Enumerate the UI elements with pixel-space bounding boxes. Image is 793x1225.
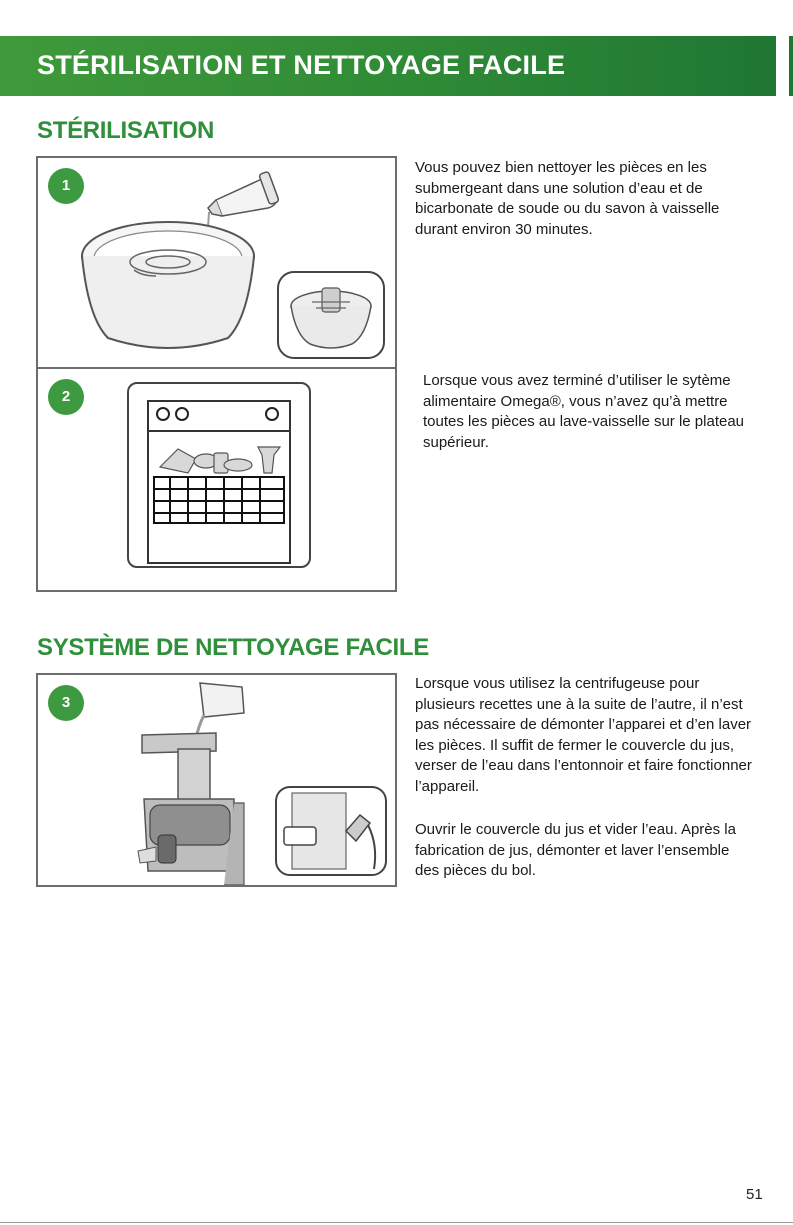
- dishwasher-illustration: [38, 369, 395, 590]
- step-badge-2: 2: [48, 379, 84, 415]
- page-edge-marker: [789, 36, 793, 96]
- section-title-sterilisation: STÉRILISATION: [37, 117, 214, 144]
- step-1-text: Vous pouvez bien nettoyer les pièces en les submergeant dans une solution d’eau et de bicarbonate de soude ou du savon à vaisselle durant environ 30 minutes.: [415, 159, 720, 238]
- page-title: STÉRILISATION ET NETTOYAGE FACILE: [37, 50, 566, 80]
- step-3-text-2: Ouvrir le couvercle du jus et vider l’eau. Après la fabrication de jus, démonter et laver l’ensemble des pièces du bol.: [415, 821, 736, 879]
- step-badge-3: 3: [48, 685, 84, 721]
- bowl-soaking-illustration: [38, 158, 395, 367]
- illustration-panel-3: [36, 673, 397, 887]
- header-banner: [0, 36, 776, 96]
- section-title-nettoyage: SYSTÈME DE NETTOYAGE FACILE: [37, 634, 429, 661]
- juicer-illustration: [38, 675, 395, 885]
- illustration-panel-2: [36, 367, 397, 592]
- bottom-divider: [0, 1222, 793, 1223]
- step-2-text: Lorsque vous avez terminé d’utiliser le sytème alimentaire Omega®, vous n’avez qu’à mettre toutes les pièces au lave-vaisselle sur le plateau supérieur.: [423, 372, 745, 451]
- step-3-text: Lorsque vous utilisez la centrifugeuse pour plusieurs recettes une à la suite de l’autre, il n’est pas nécessaire de démonter l’apparei et d’en laver les pièces. Il suffit de fermer le couvercle du jus, verser de l’eau dans l’entonnoir et faire fonctionner l’appareil.: [415, 675, 752, 795]
- step-badge-1: 1: [48, 168, 84, 204]
- page-number: 51: [746, 1186, 763, 1203]
- illustration-panel-1: [36, 156, 397, 369]
